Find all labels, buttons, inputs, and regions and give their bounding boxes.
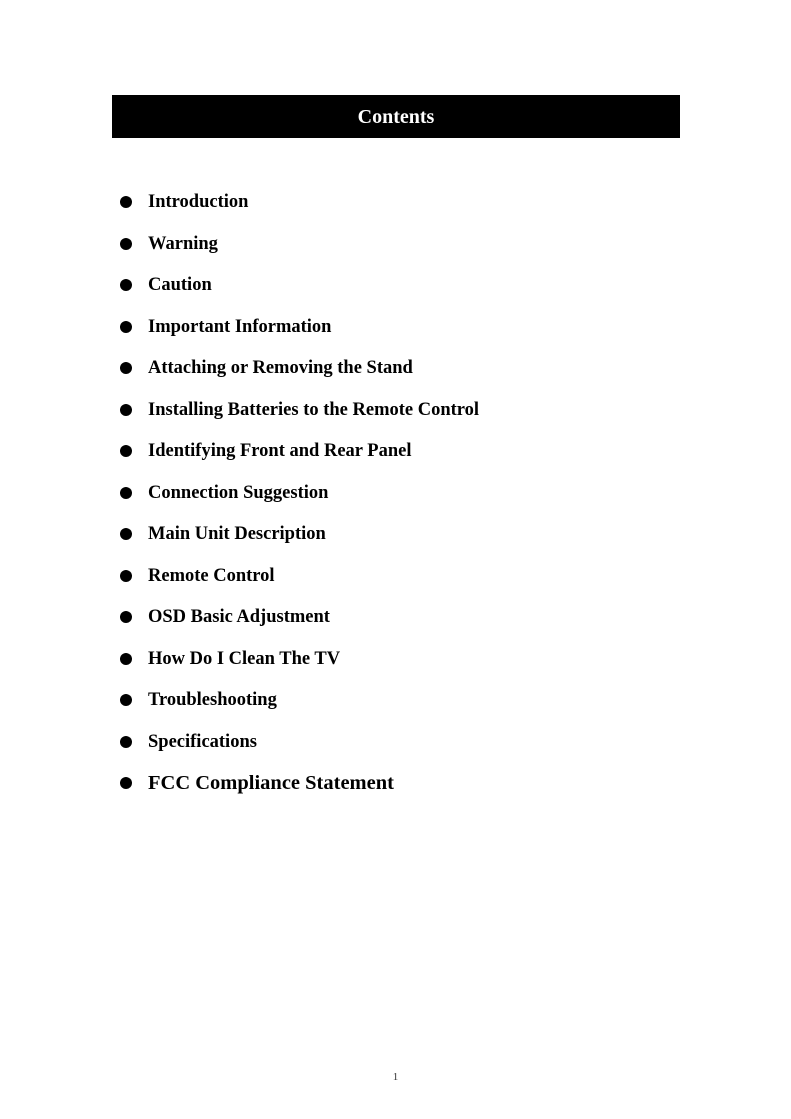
bullet-icon: [120, 611, 132, 623]
toc-item-label: Attaching or Removing the Stand: [148, 357, 413, 378]
toc-item-fcc-compliance[interactable]: [120, 771, 394, 795]
page-title: Contents: [357, 105, 435, 128]
bullet-icon: [120, 279, 132, 291]
bullet-icon: [120, 404, 132, 416]
toc-item-label: Installing Batteries to the Remote Control: [148, 399, 480, 420]
contents-header-bar: [112, 95, 680, 138]
toc-item-label: Connection Suggestion: [148, 482, 329, 503]
toc-item-label: Specifications: [148, 731, 257, 752]
bullet-icon: [120, 362, 132, 374]
toc-item-warning[interactable]: [120, 232, 218, 256]
toc-item-specifications[interactable]: [120, 730, 257, 754]
bullet-icon: [120, 487, 132, 499]
bullet-icon: [120, 238, 132, 250]
bullet-icon: [120, 528, 132, 540]
bullet-icon: [120, 445, 132, 457]
toc-item-installing-batteries[interactable]: [120, 398, 479, 422]
toc-item-label: Important Information: [148, 316, 332, 337]
toc-item-remote-control[interactable]: [120, 564, 275, 588]
bullet-icon: [120, 736, 132, 748]
toc-item-connection-suggestion[interactable]: [120, 481, 328, 505]
toc-item-label: Warning: [148, 233, 218, 254]
toc-item-introduction[interactable]: [120, 190, 248, 214]
toc-item-label: OSD Basic Adjustment: [148, 606, 330, 627]
toc-item-label: Identifying Front and Rear Panel: [148, 440, 412, 461]
toc-item-caution[interactable]: [120, 273, 212, 297]
toc-item-label: Caution: [148, 274, 212, 295]
toc-item-label: How Do I Clean The TV: [148, 648, 341, 669]
toc-item-osd-basic-adjustment[interactable]: [120, 605, 330, 629]
bullet-icon: [120, 196, 132, 208]
toc-item-label: Main Unit Description: [148, 523, 326, 544]
toc-item-important-information[interactable]: [120, 315, 331, 339]
bullet-icon: [120, 570, 132, 582]
toc-item-attaching-stand[interactable]: [120, 356, 413, 380]
bullet-icon: [120, 777, 132, 789]
toc-item-label: Introduction: [148, 191, 249, 212]
toc-item-clean-tv[interactable]: [120, 647, 340, 671]
toc-item-main-unit-description[interactable]: [120, 522, 326, 546]
toc-item-identifying-panels[interactable]: [120, 439, 411, 463]
toc-item-label: Troubleshooting: [148, 689, 277, 710]
bullet-icon: [120, 694, 132, 706]
bullet-icon: [120, 321, 132, 333]
bullet-icon: [120, 653, 132, 665]
toc-item-troubleshooting[interactable]: [120, 688, 277, 712]
toc-item-label: Remote Control: [148, 565, 275, 586]
toc-item-label: FCC Compliance Statement: [148, 771, 394, 794]
page-number: 1: [392, 1071, 399, 1083]
